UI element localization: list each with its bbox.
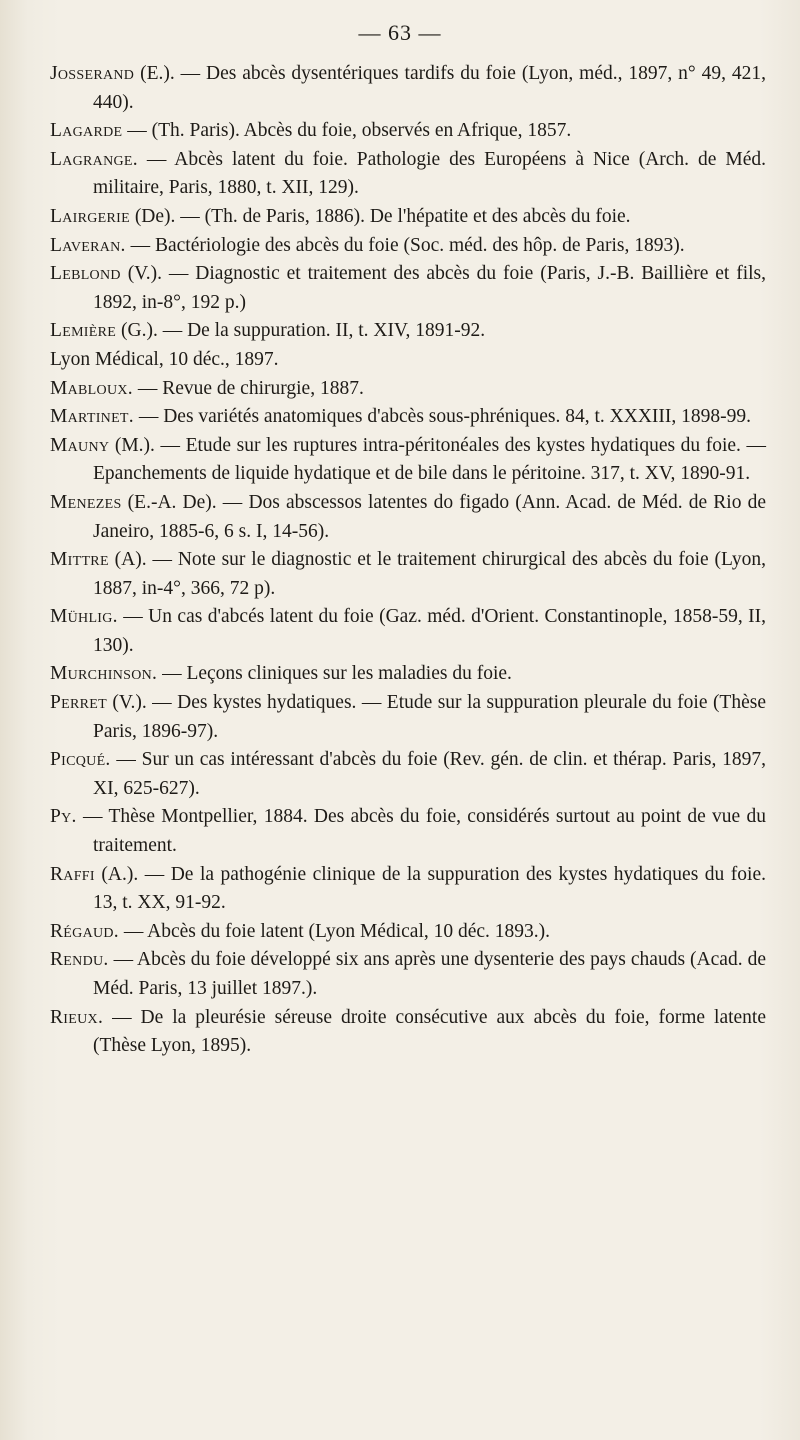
entry-author: Mühlig.: [50, 606, 118, 628]
bibliography-entry: [50, 918, 766, 947]
bibliography-entry: [50, 146, 766, 203]
entry-text: (A). — Note sur le diagnostic et le traitement chirurgical des abcès du foie (Lyon, 1887, in-4°, 366, 72 p).: [93, 549, 766, 599]
entry-author: Murchinson.: [50, 663, 158, 685]
entry-text: — Leçons cliniques sur les maladies du foie.: [157, 663, 512, 685]
entry-text: — Abcès du foie latent (Lyon Médical, 10 déc. 1893.).: [118, 920, 551, 942]
entry-author: Lairgerie: [50, 205, 130, 227]
entry-author: Menezes: [50, 491, 122, 513]
bibliography-entry: [50, 660, 766, 689]
entry-text: (A.). — De la pathogénie clinique de la suppuration des kystes hydatiques du foie. 13, t. XX, 91-92.: [93, 863, 766, 914]
entry-text: (E.-A. De). — Dos abscessos latentes do figado (Ann. Acad. de Méd. de Rio de Janeiro, 1885-6, 6 s. I, 14-56).: [93, 491, 766, 542]
bibliography-entry: [50, 60, 766, 117]
entry-author: Mauny: [50, 434, 110, 456]
bibliography-entry: [50, 117, 766, 146]
entry-text: (G.). — De la suppuration. II, t. XIV, 1891-92.: [116, 320, 486, 342]
entry-text: — Bactériologie des abcès du foie (Soc. méd. des hôp. de Paris, 1893).: [125, 234, 685, 256]
bibliography-entry: [50, 603, 766, 660]
bibliography-entry: [50, 946, 766, 1003]
entry-author: Régaud.: [50, 920, 119, 942]
bibliography-entry: [50, 232, 766, 261]
entry-author: Picqué.: [50, 749, 111, 771]
entry-text: — Des variétés anatomiques d'abcès sous-phréniques. 84, t. XXXIII, 1898-99.: [133, 406, 752, 428]
entry-text: (M.). — Etude sur les ruptures intra-péritonéales des kystes hydatiques du foie. — Epanchements de liquide hydatique et de bile dans le péritoine. 317, t. XV, 1890-91.: [93, 434, 766, 485]
entry-text: (V.). — Des kystes hydatiques. — Etude sur la suppuration pleurale du foie (Thèse Paris, 1896-97).: [93, 692, 766, 742]
entry-text: (E.). — Des abcès dysentériques tardifs du foie (Lyon, méd., 1897, n° 49, 421, 440).: [93, 63, 766, 113]
bibliography-entry: [50, 746, 766, 803]
bibliography-entry: [50, 432, 766, 489]
page-number: — 63 —: [358, 20, 442, 45]
entry-author: Mittre: [50, 549, 109, 571]
entry-author: Rieux.: [50, 1006, 104, 1028]
bibliography-entry: [50, 546, 766, 603]
bibliography-list: [50, 60, 766, 1061]
entry-text: — De la pleurésie séreuse droite consécutive aux abcès du foie, forme latente (Thèse Lyon, 1895).: [93, 1006, 766, 1057]
entry-text: — Sur un cas intéressant d'abcès du foie (Rev. gén. de clin. et thérap. Paris, 1897, XI, 625-627).: [93, 749, 766, 799]
entry-author: Lagarde: [50, 120, 123, 142]
bibliography-entry: [50, 403, 766, 432]
bibliography-entry: [50, 489, 766, 546]
entry-text: — Thèse Montpellier, 1884. Des abcès du foie, considérés surtout au point de vue du traitement.: [76, 806, 766, 857]
entry-author: Josserand: [50, 63, 135, 84]
bibliography-entry: [50, 375, 766, 404]
entry-author: Rendu.: [50, 949, 109, 971]
bibliography-entry: [50, 803, 766, 860]
entry-author: Laveran.: [50, 234, 126, 256]
entry-author: Py.: [50, 806, 77, 828]
entry-author: Martinet.: [50, 406, 134, 428]
entry-text: (De). — (Th. de Paris, 1886). De l'hépatite et des abcès du foie.: [129, 205, 631, 227]
entry-author: Mabloux.: [50, 377, 133, 399]
bibliography-entry: [50, 317, 766, 346]
bibliography-entry: [50, 260, 766, 317]
bibliography-entry: [50, 689, 766, 746]
bibliography-entry: [50, 1004, 766, 1061]
entry-text: — Un cas d'abcés latent du foie (Gaz. méd. d'Orient. Constantinople, 1858-59, II, 130).: [93, 606, 766, 656]
bibliography-entry: [50, 346, 766, 375]
entry-author: Lemière: [50, 320, 117, 342]
entry-author: Lagrange.: [50, 148, 138, 170]
entry-text: Lyon Médical, 10 déc., 1897.: [50, 348, 279, 370]
entry-text: — Abcès latent du foie. Pathologie des Européens à Nice (Arch. de Méd. militaire, Paris, 1880, t. XII, 129).: [93, 148, 766, 199]
entry-text: — Abcès du foie développé six ans après une dysenterie des pays chauds (Acad. de Méd. Paris, 13 juillet 1897.).: [93, 949, 766, 999]
bibliography-entry: [50, 861, 766, 918]
bibliography-entry: [50, 203, 766, 232]
entry-author: Raffi: [50, 863, 95, 885]
entry-text: — (Th. Paris). Abcès du foie, observés en Afrique, 1857.: [122, 120, 572, 142]
entry-author: Leblond: [50, 263, 121, 285]
entry-author: Perret: [50, 692, 107, 714]
entry-text: (V.). — Diagnostic et traitement des abcès du foie (Paris, J.-B. Baillière et fils, 1892, in-8°, 192 p.): [93, 263, 766, 313]
entry-text: — Revue de chirurgie, 1887.: [132, 377, 364, 399]
